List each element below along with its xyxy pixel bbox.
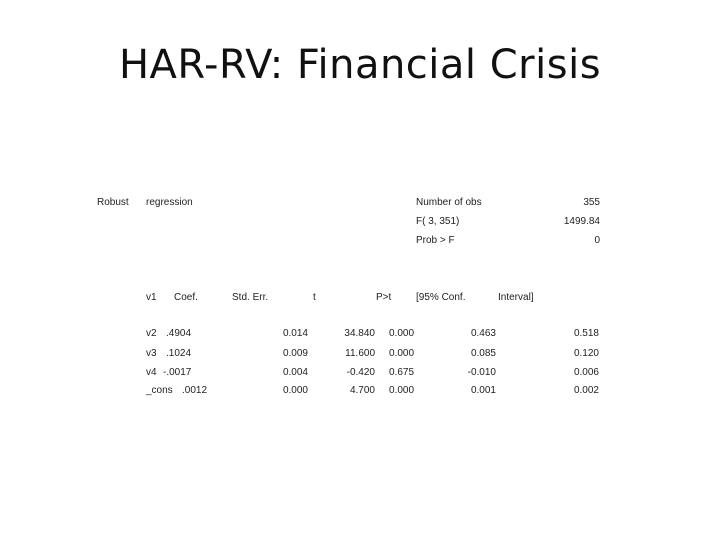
row-t: -0.420 <box>346 367 375 378</box>
row-var: v4 <box>146 367 157 378</box>
row-p: 0.000 <box>389 348 415 359</box>
row-ci-low: 0.001 <box>470 385 496 396</box>
row-p: 0.000 <box>389 328 415 339</box>
row-ci-high: 0.002 <box>573 385 599 396</box>
row-ci-high: 0.120 <box>573 348 599 359</box>
row-ci-low: -0.010 <box>467 367 496 378</box>
stat-label-nobs: Number of obs <box>416 197 482 208</box>
row-coef: -.0017 <box>163 367 192 378</box>
slide-title: HAR-RV: Financial Crisis <box>118 42 602 88</box>
col-header-t: t <box>313 292 316 303</box>
stat-value-f: 1499.84 <box>563 216 600 227</box>
col-header-var: v1 <box>146 292 157 303</box>
regression-label: regression <box>146 197 193 208</box>
row-se: 0.009 <box>282 348 308 359</box>
row-p: 0.675 <box>389 367 415 378</box>
row-se: 0.000 <box>282 385 308 396</box>
col-header-coef: Coef. <box>174 292 198 303</box>
stat-value-prob: 0 <box>594 235 600 246</box>
row-ci-low: 0.085 <box>470 348 496 359</box>
row-ci-high: 0.518 <box>573 328 599 339</box>
row-t: 11.600 <box>345 348 375 359</box>
row-var: _cons <box>146 385 173 396</box>
row-ci-high: 0.006 <box>573 367 599 378</box>
row-var: v2 <box>146 328 157 339</box>
row-coef: .4904 <box>166 328 192 339</box>
row-se: 0.014 <box>282 328 308 339</box>
row-t: 4.700 <box>349 385 375 396</box>
col-header-p: P>t <box>376 292 392 303</box>
stat-value-nobs: 355 <box>583 197 600 208</box>
row-coef: .1024 <box>166 348 192 359</box>
row-p: 0.000 <box>389 385 415 396</box>
col-header-conf: [95% Conf. <box>416 292 466 303</box>
row-var: v3 <box>146 348 157 359</box>
row-ci-low: 0.463 <box>470 328 496 339</box>
stat-label-f: F( 3, 351) <box>416 216 460 227</box>
col-header-stderr: Std. Err. <box>232 292 269 303</box>
stat-label-prob: Prob > F <box>416 235 455 246</box>
col-header-interval: Interval] <box>498 292 534 303</box>
row-se: 0.004 <box>282 367 308 378</box>
row-coef: .0012 <box>182 385 208 396</box>
robust-label: Robust <box>97 197 129 208</box>
row-t: 34.840 <box>344 328 375 339</box>
